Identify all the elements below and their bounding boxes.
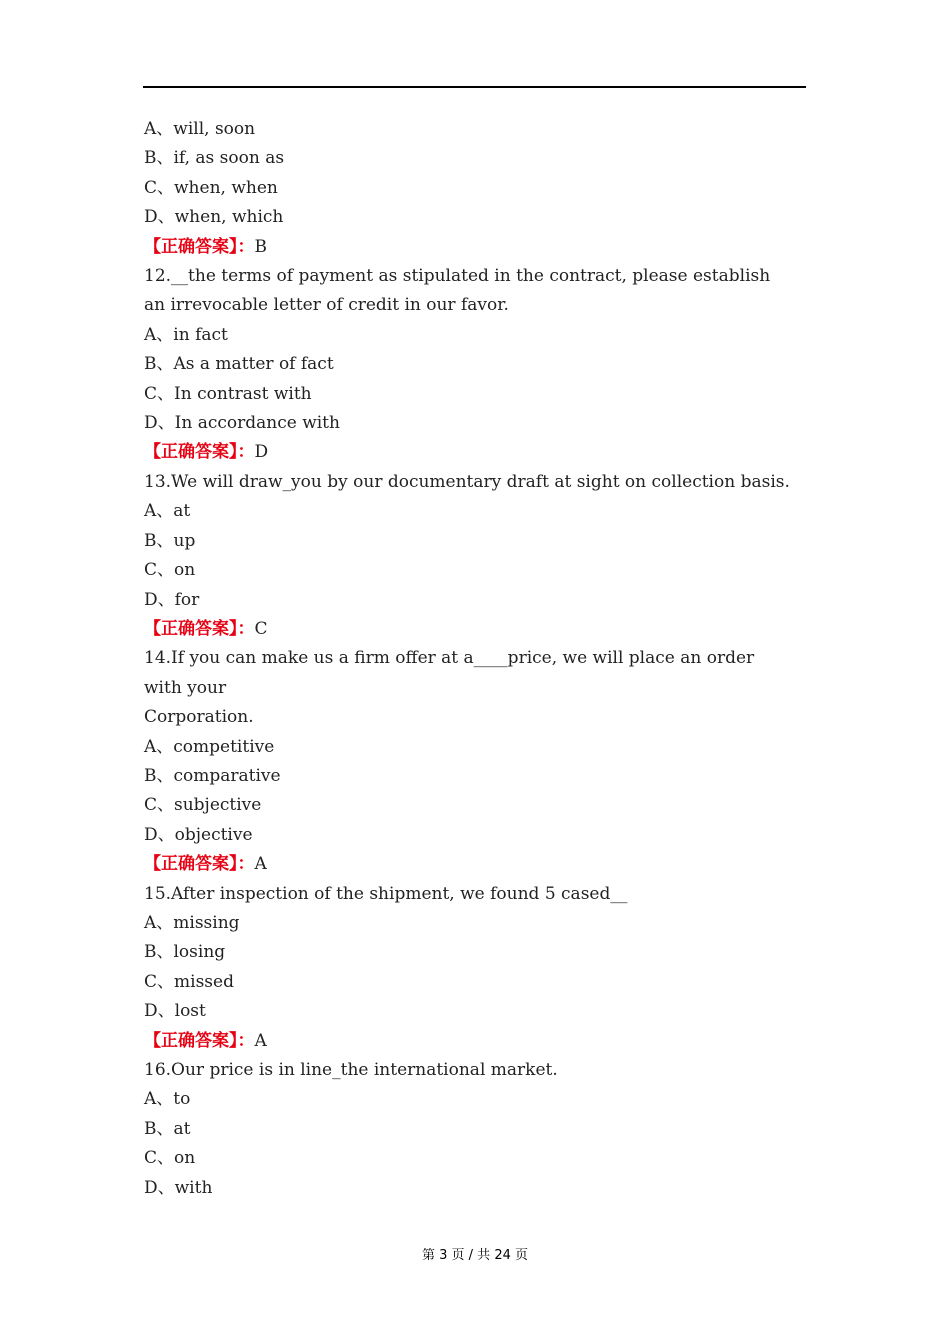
answer-option: B、up: [144, 530, 196, 551]
correct-answer-label: 【正确答案】：: [144, 618, 255, 639]
question-text: 12.__the terms of payment as stipulated in the contract, please establish an irrevocable letter of credit in our favor.: [144, 266, 776, 316]
answer-option: B、As a matter of fact: [144, 354, 334, 375]
answer-option: C、missed: [144, 971, 234, 992]
question-text: 13.We will draw_you by our documentary draft at sight on collection basis.: [144, 471, 790, 492]
correct-answer-value: A: [254, 1030, 267, 1051]
answer-option: A、to: [144, 1089, 191, 1110]
answer-option: D、with: [144, 1177, 213, 1198]
answer-option: D、lost: [144, 1001, 206, 1022]
correct-answer: [144, 850, 794, 879]
answer-option: C、In contrast with: [144, 383, 312, 404]
header-rule: [143, 86, 806, 88]
correct-answer-value: C: [254, 618, 268, 639]
answer-option: A、at: [144, 501, 191, 522]
answer-option: D、objective: [144, 824, 253, 845]
answer-option: B、if, as soon as: [144, 148, 285, 169]
correct-answer-value: A: [254, 854, 267, 875]
question-text-continued: Corporation.: [144, 707, 254, 728]
correct-answer: [144, 615, 794, 644]
answer-option: B、at: [144, 1118, 191, 1139]
page-footer: 第 3 页 / 共 24 页: [422, 1248, 528, 1263]
correct-answer-label: 【正确答案】：: [144, 442, 255, 463]
answer-option: A、missing: [144, 912, 240, 933]
correct-answer-value: D: [254, 442, 269, 463]
correct-answer-label: 【正确答案】：: [144, 1030, 255, 1051]
answer-option: A、in fact: [144, 324, 228, 345]
answer-option: C、subjective: [144, 795, 262, 816]
correct-answer: [144, 438, 794, 467]
answer-option: B、comparative: [144, 765, 281, 786]
question-text: 14.If you can make us a firm offer at a____price, we will place an order with your: [144, 648, 760, 698]
answer-option: C、on: [144, 560, 196, 581]
correct-answer-label: 【正确答案】：: [144, 854, 255, 875]
correct-answer: [144, 233, 794, 262]
correct-answer-label: 【正确答案】：: [144, 236, 255, 257]
question-text: 15.After inspection of the shipment, we found 5 cased__: [144, 883, 628, 904]
answer-option: B、losing: [144, 942, 226, 963]
correct-answer: [144, 1027, 794, 1056]
question-text: 16.Our price is in line_the international market.: [144, 1060, 558, 1080]
answer-option: C、when, when: [144, 177, 278, 198]
answer-option: D、when, which: [144, 207, 284, 228]
correct-answer-value: B: [254, 236, 267, 257]
answer-option: A、competitive: [144, 736, 275, 757]
answer-option: C、on: [144, 1148, 196, 1169]
answer-option: A、will, soon: [144, 119, 256, 139]
answer-option: D、In accordance with: [144, 413, 340, 434]
question-list: [144, 115, 794, 1203]
answer-option: D、for: [144, 589, 200, 610]
